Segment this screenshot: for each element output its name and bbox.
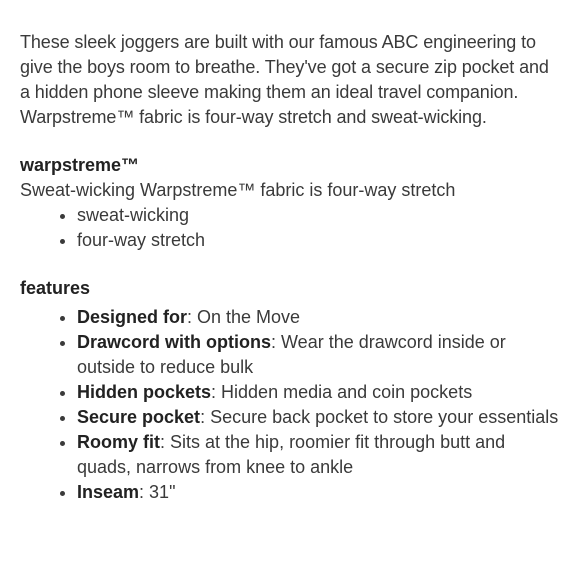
list-item: • four-way stretch (77, 228, 560, 253)
feature-value: : Secure back pocket to store your essentials (200, 407, 559, 427)
feature-value: : Sits at the hip, roomier fit through butt and quads, narrows from knee to ankle (77, 432, 506, 477)
warpstreme-heading: warpstreme™ (20, 155, 140, 175)
feature-value: : On the Move (187, 307, 301, 327)
feature-label: Secure pocket (77, 407, 201, 427)
features-heading: features (20, 278, 91, 298)
feature-item (77, 405, 560, 430)
intro-paragraph: These sleek joggers are built with our famous ABC engineering to give the boys room to breathe. They've got a secure zip pocket and a hidden phone sleeve making them an ideal travel companion. Warpstreme™ fabric is four-way stretch and sweat-wicking. (20, 32, 549, 127)
feature-value: : 31" (139, 482, 176, 502)
feature-value: : Hidden media and coin pockets (211, 382, 473, 402)
list-item: • sweat-wicking (77, 203, 560, 228)
feature-value: : Wear the drawcord inside or outside to reduce bulk (77, 332, 506, 377)
feature-label: Drawcord with options (77, 332, 272, 352)
feature-label: Inseam (77, 482, 140, 502)
feature-label: Roomy fit (77, 432, 160, 452)
warpstreme-list (20, 203, 560, 253)
feature-label: Hidden pockets (77, 382, 212, 402)
features-list (20, 305, 560, 505)
feature-label: Designed for (77, 307, 188, 327)
feature-item (77, 330, 560, 380)
feature-item (77, 430, 560, 480)
feature-item (77, 305, 560, 330)
feature-item (77, 380, 560, 405)
feature-item (77, 480, 560, 505)
warpstreme-text: Sweat-wicking Warpstreme™ fabric is four-way stretch (20, 180, 456, 200)
